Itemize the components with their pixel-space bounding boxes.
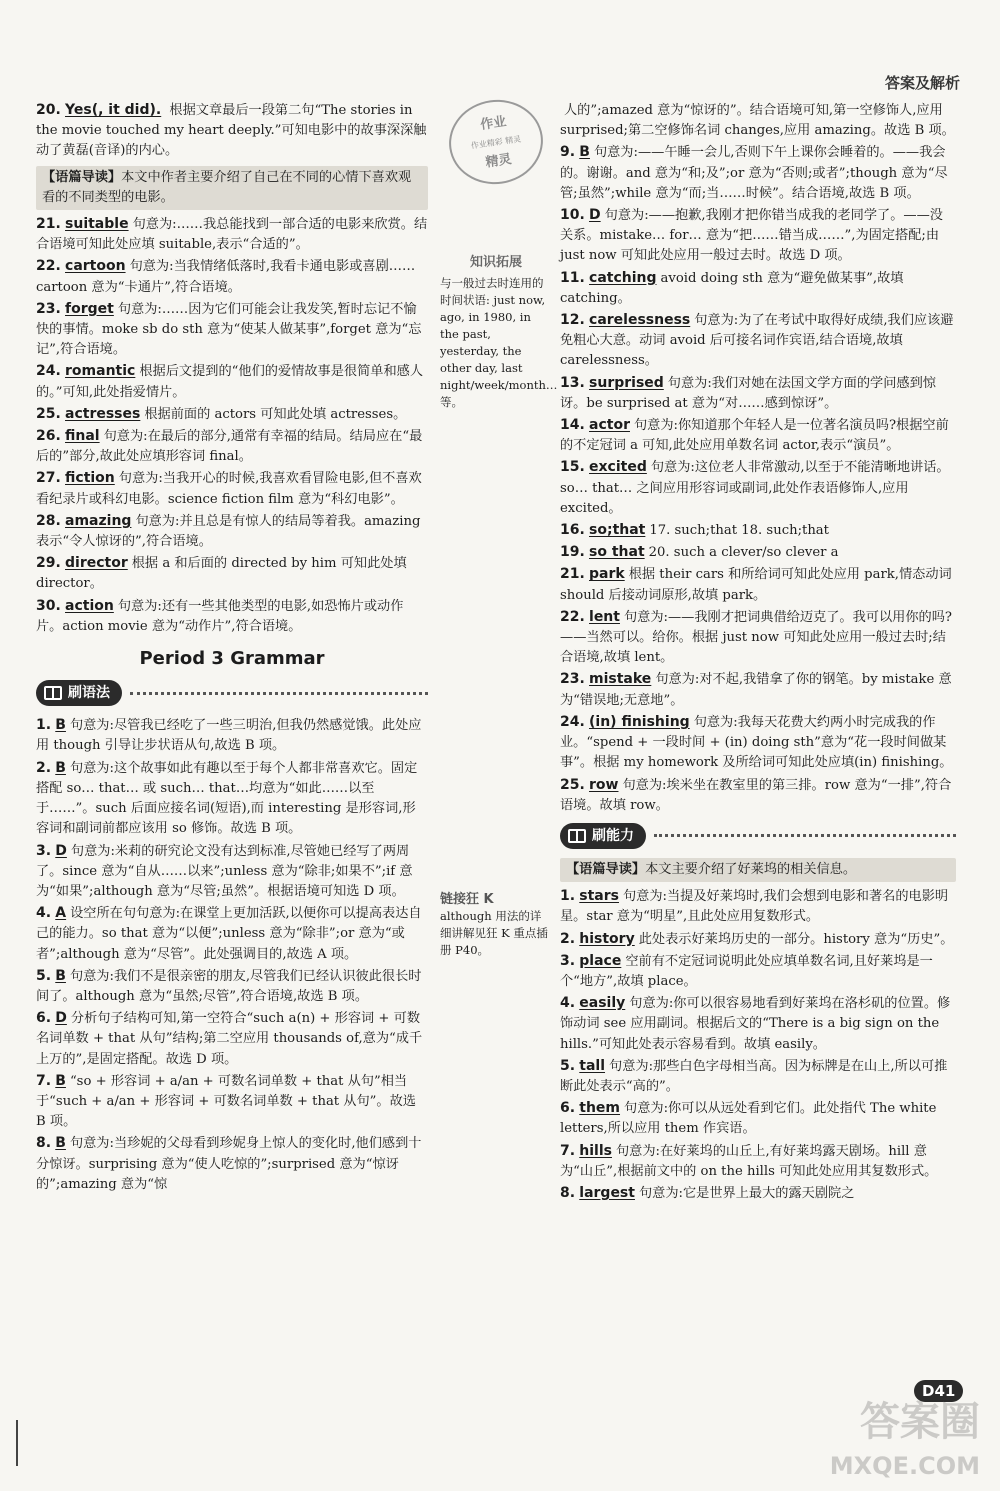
section-bar-ability: 刷能力: [560, 822, 956, 850]
answer-item: 16. so;that 17. such;that 18. such;that: [560, 522, 829, 539]
answer-item: 21. suitable 句意为:……我总能找到一部合适的电影来欣赏。结合语境可知此处应填 suitable,表示“合适的”。: [36, 216, 428, 253]
link-box: [440, 891, 552, 959]
tip-text: 与一般过去时连用的时间状语: just now, ago, in 1980, in the past, yesterday, the other day, last night/week/month… 等。: [440, 276, 558, 409]
answer-list-right: [560, 100, 956, 816]
answer-item: 15. excited 句意为:这位老人非常激动,以至于不能清晰地讲话。so… that… 之间应用形容词或副词,此处作表语修饰人,应用 excited。: [560, 459, 950, 516]
answer-item: 20. Yes(, it did). 根据文章最后一段第二句“The stories in the movie touched my heart deeply.”可知电影中的故事深深触动了黄磊(音译)的内心。: [36, 102, 427, 159]
answer-item: 24. romantic 根据后文提到的“他们的爱情故事是很简单和感人的。”可知,此处指爱情片。: [36, 363, 424, 400]
reading-guide: 【语篇导读】本文主要介绍了好莱坞的相关信息。: [560, 858, 956, 882]
answer-item: 26. final 句意为:在最后的部分,通常有幸福的结局。结局应在“最后的”部分,故此处应填形容词 final。: [36, 428, 423, 465]
answer-list: [36, 214, 428, 637]
answer-item: 30. action 句意为:还有一些其他类型的电影,如恐怖片或动作片。action movie 意为“动作片”,符合语境。: [36, 597, 404, 634]
answer-item: 10. D 句意为:——抱歉,我刚才把你错当成我的老同学了。——没关系。mistake… for… 意为“把……错当成……”,为固定搭配;由 just now 可知此处应用一般过去时。故选 D 项。: [560, 207, 943, 264]
answer-item: 5. tall 句意为:那些白色字母相当高。因为标牌是在山上,所以可推断此处表示“高的”。: [560, 1057, 948, 1094]
answer-item: 8. B 句意为:当珍妮的父母看到珍妮身上惊人的变化时,他们感到十分惊讶。surprising 意为“使人吃惊的”;surprised 意为“惊讶的”;amazing 意为“惊: [36, 1135, 422, 1192]
answer-item: 1. stars 句意为:当提及好莱坞时,我们会想到电影和著名的电影明星。star 意为“明星”,且此处应用复数形式。: [560, 888, 949, 925]
tip-title: 知识拓展: [469, 255, 522, 270]
link-title: 链接狂 K: [440, 892, 494, 907]
reading-guide: 【语篇导读】本文中作者主要介绍了自己在不同的心情下喜欢观看的不同类型的电影。: [36, 166, 428, 210]
answer-item: 25. actresses 根据前面的 actors 可知此处填 actresses。: [36, 405, 407, 422]
answer-item: 23. forget 句意为:……因为它们可能会让我发笑,暂时忘记不愉快的事情。moke sb do sth 意为“使某人做某事”,forget 意为“忘记”,符合语境。: [36, 300, 422, 358]
section-bar-grammar: 刷语法: [36, 679, 428, 707]
ability-answer-list: [560, 886, 956, 1204]
answer-item: 27. fiction 句意为:当我开心的时候,我喜欢看冒险电影,但不喜欢看纪录片或科幻电影。science fiction film 意为“科幻电影”。: [36, 470, 422, 507]
answer-item: 5. B 句意为:我们不是很亲密的朋友,尽管我们已经认识彼此很长时间了。although 意为“虽然;尽管”,符合语境,故选 B 项。: [36, 967, 422, 1004]
answer-item: 29. director 根据 a 和后面的 directed by him 可知此处填 director。: [36, 555, 407, 592]
book-icon: [44, 686, 62, 700]
watermark: 答案圈 MXQE.COM: [829, 1399, 980, 1480]
answer-item: 12. carelessness 句意为:为了在考试中取得好成绩,我们应该避免粗心大意。动词 avoid 后可接名词作宾语,结合语境,故填 carelessness。: [560, 312, 954, 369]
answer-item: 23. mistake 句意为:对不起,我错拿了你的钢笔。by mistake 意为“错误地;无意地”。: [560, 671, 952, 708]
grammar-answer-list: [36, 715, 428, 1195]
answer-item: 14. actor 句意为:你知道那个年轻人是一位著名演员吗?根据空前的不定冠词 a 可知,此处应用单数名词 actor,表示“演员”。: [560, 417, 949, 454]
answer-item: 6. D 分析句子结构可知,第一空符合“such a(n) + 形容词 + 可数名词单数 + that 从句”结构;第二空应用 thousands of,意为“成千上万的”,是固定搭配。故选 D 项。: [36, 1010, 423, 1067]
answer-item: 7. hills 句意为:在好莱坞的山丘上,有好莱坞露天剧场。hill 意为“山丘”,根据前文中的 on the hills 可知此处应用其复数形式。: [560, 1142, 938, 1179]
answer-item: 7. B “so + 形容词 + a/an + 可数名词单数 + that 从句”相当于“such + a/an + 形容词 + 可数名词单数 + that 从句”。故选 B 项。: [36, 1072, 416, 1130]
answer-item: 11. catching avoid doing sth 意为“避免做某事”,故填 catching。: [560, 269, 904, 306]
answer-item: 1. B 句意为:尽管我已经吃了一些三明治,但我仍然感觉饿。此处应用 though 引导让步状语从句,故选 B 项。: [36, 717, 422, 754]
answer-item: 2. history 此处表示好莱坞历史的一部分。history 意为“历史”。: [560, 930, 954, 947]
answer-item: 9. B 句意为:——午睡一会儿,否则下午上课你会睡着的。——我会的。谢谢。and 意为“和;及”;or 意为“否则;或者”;though 意为“尽管;虽然”;while 意为“而;当……时候”。结合语境,故选 B 项。: [560, 144, 948, 201]
answer-item: 人的”;amazed 意为“惊讶的”。结合语境可知,第一空修饰人,应用 surprised;第二空修饰名词 changes,应用 amazing。故选 B 项。: [560, 103, 955, 139]
answer-item: 21. park 根据 their cars 和所给词可知此处应用 park,情态动词 should 后接动词原形,故填 park。: [560, 566, 952, 603]
link-text: although 用法的详细讲解见狂 K 重点插册 P40。: [440, 909, 548, 957]
answer-item: 13. surprised 句意为:我们对她在法国文学方面的学问感到惊讶。be surprised at 意为“对……感到惊讶”。: [560, 374, 936, 411]
answer-item: 22. lent 句意为:——我刚才把词典借给迈克了。我可以用你的吗?——当然可以。给你。根据 just now 可知此处应用一般过去时;结合语境,故填 lent。: [560, 608, 952, 666]
margin-line: [16, 1420, 18, 1466]
answer-item: 3. place 空前有不定冠词说明此处应填单数名词,且好莱坞是一个“地方”,故填 place。: [560, 952, 933, 989]
book-icon: [568, 829, 586, 843]
answer-item: 2. B 句意为:这个故事如此有趣以至于每个人都非常喜欢它。固定搭配 so… that… 或 such… that…均意为“如此……以至于……”。such 后面应接名词(短语),而 interesting 是形容词,形容词和副词前都应该用 so 修饰。故选 B 项。: [36, 759, 418, 837]
left-column: [36, 100, 428, 1196]
homework-stamp-icon: 作业 作业精彩 精灵 精灵: [444, 94, 549, 190]
answer-item: 4. A 设空所在句句意为:在课堂上更加活跃,以便你可以提高表达自己的能力。so that 意为“以便”;unless 意为“除非”;or 意为“或者”;although 意为“尽管”。此处强调目的,故选 A 项。: [36, 905, 422, 962]
answer-item: 25. row 句意为:埃米坐在教室里的第三排。row 意为“一排”,符合语境。故填 row。: [560, 776, 952, 813]
answer-item: 28. amazing 句意为:并且总是有惊人的结局等着我。amazing 表示“令人惊讶的”,符合语境。: [36, 512, 421, 550]
answer-item: 8. largest 句意为:它是世界上最大的露天剧院之: [560, 1184, 855, 1201]
dotted-divider: [130, 692, 428, 695]
period-title: Period 3 Grammar: [139, 648, 325, 670]
answer-item: 24. (in) finishing 句意为:我每天花费大约两小时完成我的作业。“spend + 一段时间 + (in) doing sth”意为“花一段时间做某事”。根据 my homework 及所给词可知此处应填(in) finishing。: [560, 713, 953, 771]
side-notes: [440, 100, 558, 959]
answer-item: 6. them 句意为:你可以从远处看到它们。此处指代 The white letters,所以应用 them 作宾语。: [560, 1100, 937, 1137]
answer-item: 19. so that 20. such a clever/so clever a: [560, 544, 839, 561]
right-column: [560, 100, 956, 1205]
answer-item: 3. D 句意为:米莉的研究论文没有达到标准,尽管她已经写了两周了。since 意为“自从……以来”;unless 意为“除非;如果不”;if 意为“如果”;although 意为“尽管;虽然”。根据语境可知选 D 项。: [36, 842, 413, 899]
page-header: 答案及解析: [884, 74, 960, 92]
answer-item: 22. cartoon 句意为:当我情绪低落时,我看卡通电影或喜剧…… cartoon 意为“卡通片”,符合语境。: [36, 258, 416, 295]
answer-item: 4. easily 句意为:你可以很容易地看到好莱坞在洛杉矶的位置。修饰动词 see 应用副词。根据后文的“There is a big sign on the hills.”可知此处表示容易看到。故填 easily。: [560, 995, 951, 1052]
page-number: D41: [914, 1380, 963, 1402]
dotted-divider: [654, 834, 956, 837]
